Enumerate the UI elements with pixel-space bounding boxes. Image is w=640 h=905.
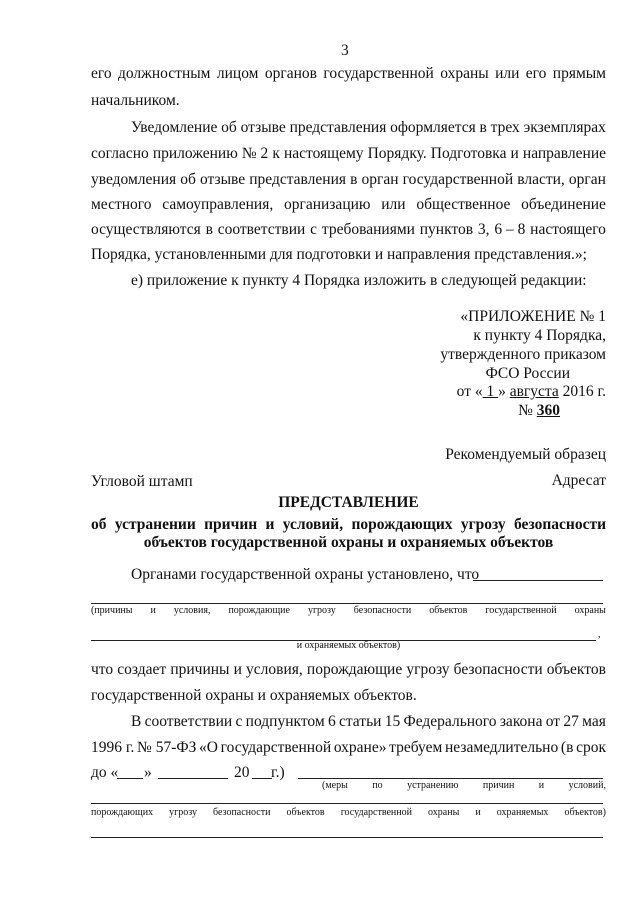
deadline-year-suffix: г.) [271,764,285,781]
hint-generating-threat [91,808,606,818]
word: к [272,145,280,162]
word: отзыве [199,171,246,188]
blank-line-findings [473,580,603,581]
appendix-approved: утвержденного приказом [440,346,606,363]
accordance-line-1 [131,714,606,730]
word: отзыве [240,119,286,136]
word: подпунктом [245,713,325,730]
blank-year [252,778,272,779]
word: порождающие [306,661,403,678]
word: охраны [428,807,460,818]
accordance-line-2 [91,740,606,756]
word: причин [204,516,258,533]
word: 3, [477,221,490,238]
word: объектов [546,661,606,678]
word: незамедлительно [444,739,559,756]
word: орган [361,171,399,188]
blank-day [117,778,143,779]
word: приложению [152,145,238,162]
word: представления [249,171,346,188]
word: устранению [407,780,459,791]
word: экземплярах [523,119,606,136]
word: пунктов [419,221,474,238]
word: условия, [173,605,211,616]
recommended-sample-label: Рекомендуемый образец [445,446,606,463]
date-month: августа [509,383,559,400]
word: 27 [563,713,579,730]
word: лицом [216,65,259,82]
word: охраны [574,605,606,616]
word: оформляется [390,119,476,136]
creates-line-1 [91,662,606,678]
word: государственной [323,65,434,82]
word: в [350,171,358,188]
word: представления [289,119,387,136]
word: мая [582,713,606,730]
word: трех [490,119,520,136]
paragraph-2-line-1 [131,120,606,136]
word: что [91,661,114,678]
word: осуществляются [91,221,201,238]
hint-measures [322,781,606,791]
word: безопасности [353,605,412,616]
corner-stamp-label: Угловой штамп [91,473,193,490]
word: и [150,605,156,616]
word: безопасности [213,807,271,818]
paragraph-2-line-2 [91,146,606,162]
word: В [131,713,142,730]
word: (меры [322,780,348,791]
word: его [91,65,112,82]
established-text: Органами государственной охраны установлено, что [131,566,480,583]
word: органов [264,65,317,82]
word: порождающих [351,516,453,533]
word: государственной [402,171,514,188]
word: и [475,807,481,818]
word: и [233,661,242,678]
word: порождающие [228,605,290,616]
document-title: ПРЕДСТАВЛЕНИЕ [278,494,419,511]
word: причин [482,780,515,791]
word: № 57-ФЗ [137,739,197,756]
word: об [180,171,196,188]
word: охране» [333,739,387,756]
amendment-e-text: е) приложение к пункту 4 Порядка изложить в следующей редакции: [131,272,587,289]
word: условий, [282,516,344,533]
word: общественное [416,196,511,213]
word: (в [560,739,574,756]
word: прямым [552,65,606,82]
word: государственной [485,605,557,616]
word: настоящему [283,145,364,162]
word: Порядку. [367,145,427,162]
word: 1996 г. [91,739,135,756]
word: с [235,713,243,730]
date-quote: » [498,383,510,400]
word: и [265,516,275,533]
blank-month [158,778,228,779]
word: должностным [118,65,211,82]
appendix-date [457,384,606,400]
word: в [205,221,213,238]
word: местного [91,196,152,213]
word: Уведомление [131,119,218,136]
deadline-year-prefix: 20 [234,764,250,781]
word: безопасности [453,661,543,678]
word: или [495,65,520,82]
word: уведомления [91,171,177,188]
word: угрозу [460,516,506,533]
word: статьи [338,713,382,730]
paragraph-2-line-3 [91,172,606,188]
word: объектов [286,807,325,818]
word: с [310,221,318,238]
hint-protected-objects: и охраняемых объектов) [296,640,401,651]
word: порождающих [91,807,154,818]
word: власти, [517,171,565,188]
word: от [545,713,561,730]
word: угрозу [307,605,336,616]
word: его [525,65,547,82]
word: об [91,516,107,533]
paragraph-2-line-5 [91,222,606,238]
page-number: 3 [341,42,349,59]
word: угрозу [406,661,450,678]
paragraph-2-line-6: Порядка, установленными для подготовки и направления представления.»; [91,246,587,263]
word: охраны [440,65,489,82]
word: в [479,119,487,136]
word: объектов) [564,807,606,818]
blank-line-measures-3 [91,837,603,838]
word: Подготовка [430,145,507,162]
word: по [372,780,383,791]
date-day: 1 [482,383,499,400]
word: направление [522,145,606,162]
word: об [221,119,237,136]
deadline-quote-close: » [144,764,152,781]
order-number-value: 360 [536,402,560,419]
word: условий, [568,780,606,791]
word: угрозу [169,807,197,818]
word: объединение [521,196,606,213]
word: самоуправления, [162,196,274,213]
word: безопасности [514,516,606,533]
document-subtitle-line-2: объектов государственной охраны и охраняемых объектов [143,534,554,551]
deadline-until: до « [91,764,119,781]
document-subtitle-line-1 [91,517,606,533]
addressee-label: Адресат [551,472,606,489]
paragraph-2-line-4 [91,197,606,213]
word: создает [117,661,167,678]
word: согласно [91,145,149,162]
word: 15 [384,713,401,730]
word: причины [170,661,230,678]
date-year: 2016 г. [558,383,606,400]
word: государственной [340,807,412,818]
word: закона [499,713,543,730]
paragraph-1-line-2: начальником. [91,92,180,109]
appendix-agency: ФСО России [485,365,570,382]
word: охраняемых [496,807,549,818]
word: государственной [220,739,332,756]
word: Федерального [403,713,497,730]
creates-line-2: государственной охраны и охраняемых объектов. [91,687,417,704]
word: соответствии [144,713,233,730]
comma-mark: , [598,629,601,640]
paragraph-1-line-1 [91,66,606,82]
appendix-order-number [518,403,560,419]
word: соответствии [217,221,306,238]
word: объектов [429,605,468,616]
word: № 2 [241,145,269,162]
hint-causes [91,606,606,616]
appendix-to-clause: к пункту 4 Порядка, [473,327,606,344]
word: требуем [389,739,443,756]
word: устранении [114,516,196,533]
word: или [381,196,406,213]
order-number-prefix: № [518,402,537,419]
blank-line-causes [91,603,603,604]
word: срок [576,739,606,756]
word: и [510,145,519,162]
date-prefix: от « [456,383,483,400]
word: (причины [91,605,133,616]
word: «О [199,739,218,756]
word: условия, [246,661,303,678]
word: настоящего [530,221,606,238]
blank-line-measures-2 [91,803,603,804]
blank-line-measures [298,778,603,779]
word: орган [568,171,606,188]
word: 6 – 8 [494,221,526,238]
word: и [538,780,545,791]
word: организацию [283,196,371,213]
appendix-heading: «ПРИЛОЖЕНИЕ № 1 [460,308,606,325]
word: 6 [327,713,336,730]
word: требованиями [321,221,415,238]
